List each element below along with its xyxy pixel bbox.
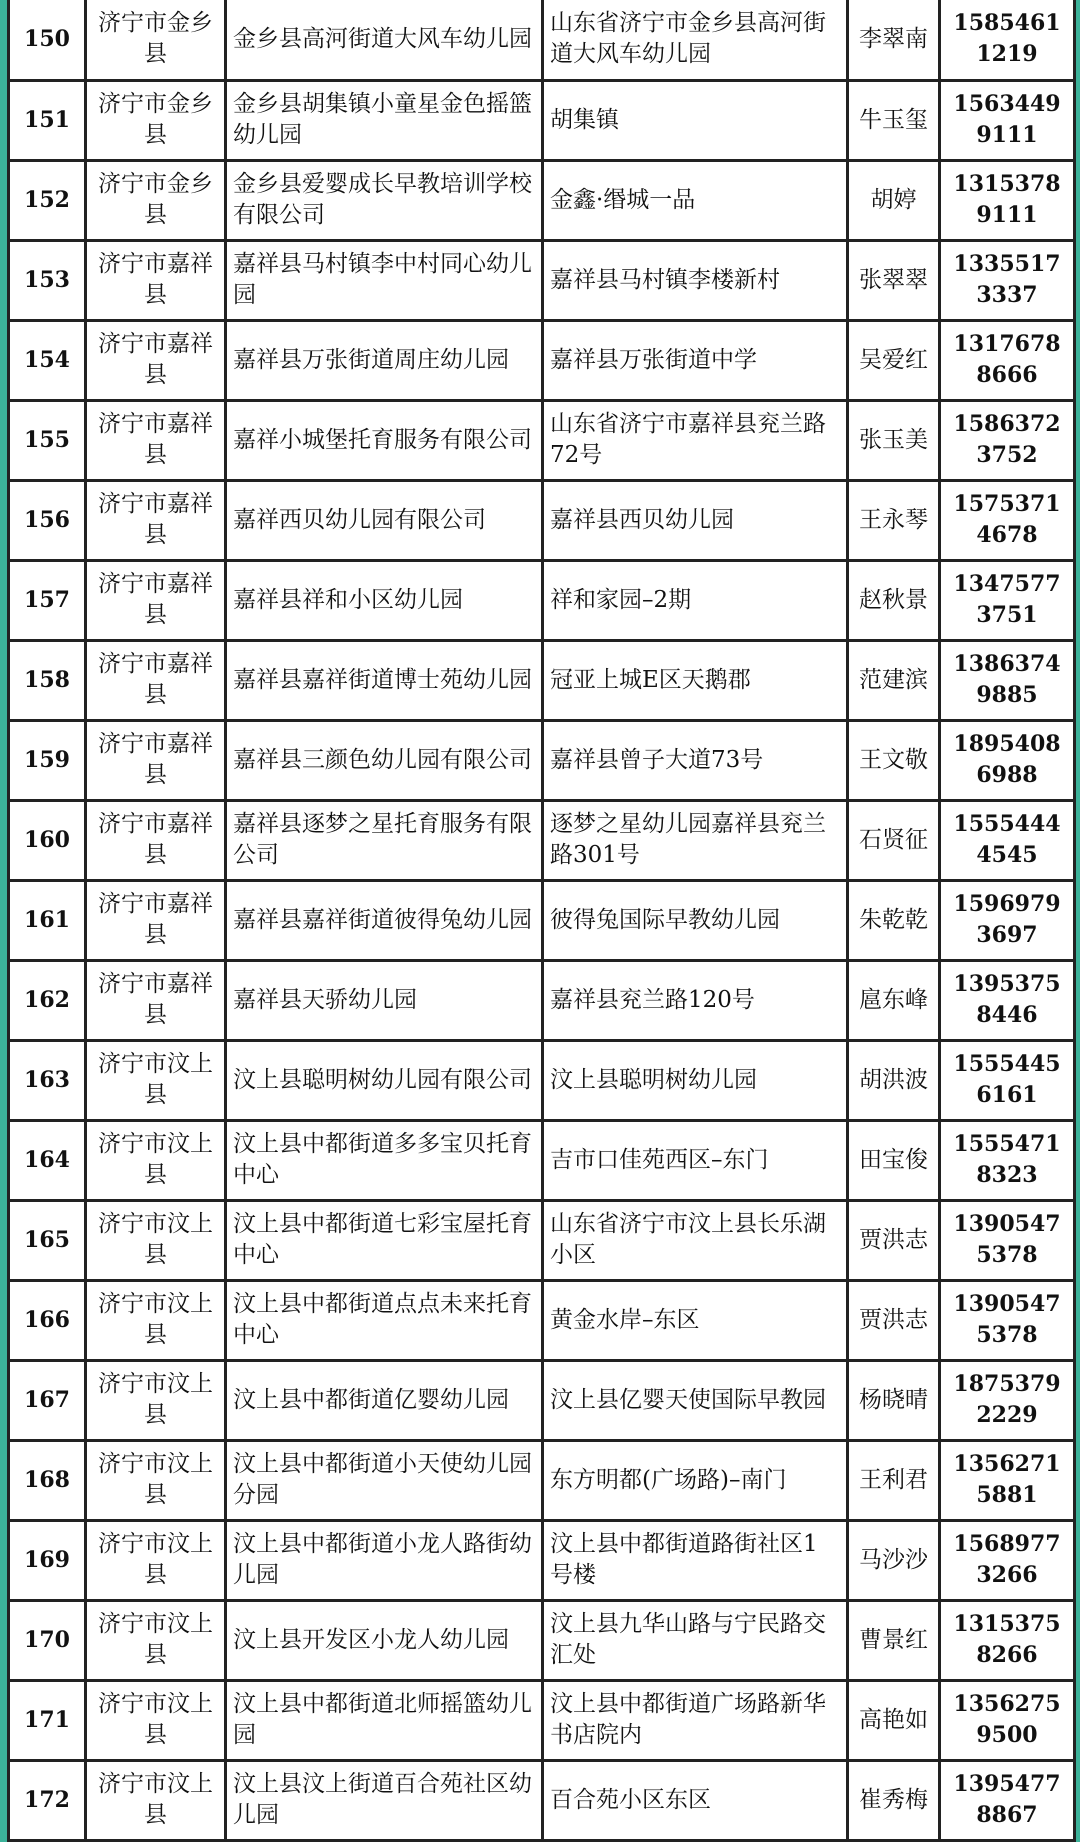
contact-cell: 扈东峰 — [848, 960, 940, 1040]
contact-cell: 马沙沙 — [848, 1520, 940, 1600]
region-cell: 济宁市嘉祥县 — [86, 800, 226, 880]
institution-name-cell: 汶上县中都街道亿婴幼儿园 — [226, 1360, 543, 1440]
table-sheet — [7, 0, 1074, 1841]
contact-cell: 李翠南 — [848, 0, 940, 80]
address-cell: 彼得兔国际早教幼儿园 — [543, 880, 848, 960]
address-cell: 汶上县亿婴天使国际早教园 — [543, 1360, 848, 1440]
row-number: 166 — [9, 1280, 86, 1360]
phone-cell: 13153789111 — [940, 160, 1075, 240]
row-number: 164 — [9, 1120, 86, 1200]
phone-cell: 15969793697 — [940, 880, 1075, 960]
row-number: 152 — [9, 160, 86, 240]
contact-cell: 贾洪志 — [848, 1200, 940, 1280]
row-number: 163 — [9, 1040, 86, 1120]
table-row — [9, 1120, 1075, 1200]
row-number: 162 — [9, 960, 86, 1040]
institution-name-cell: 汶上县中都街道多多宝贝托育中心 — [226, 1120, 543, 1200]
region-cell: 济宁市金乡县 — [86, 160, 226, 240]
contact-cell: 王文敬 — [848, 720, 940, 800]
institution-name-cell: 汶上县汶上街道百合苑社区幼儿园 — [226, 1760, 543, 1840]
contact-cell: 牛玉玺 — [848, 80, 940, 160]
table-row — [9, 240, 1075, 320]
table-row — [9, 320, 1075, 400]
address-cell: 吉市口佳苑西区–东门 — [543, 1120, 848, 1200]
table-row — [9, 1760, 1075, 1840]
phone-cell: 13562759500 — [940, 1680, 1075, 1760]
region-cell: 济宁市汶上县 — [86, 1200, 226, 1280]
region-cell: 济宁市嘉祥县 — [86, 400, 226, 480]
institution-name-cell: 汶上县中都街道七彩宝屋托育中心 — [226, 1200, 543, 1280]
address-cell: 嘉祥县兖兰路120号 — [543, 960, 848, 1040]
address-cell: 胡集镇 — [543, 80, 848, 160]
contact-cell: 崔秀梅 — [848, 1760, 940, 1840]
institution-name-cell: 汶上县中都街道点点未来托育中心 — [226, 1280, 543, 1360]
phone-cell: 15554444545 — [940, 800, 1075, 880]
institution-name-cell: 嘉祥县嘉祥街道彼得兔幼儿园 — [226, 880, 543, 960]
address-cell: 百合苑小区东区 — [543, 1760, 848, 1840]
address-cell: 祥和家园–2期 — [543, 560, 848, 640]
region-cell: 济宁市汶上县 — [86, 1360, 226, 1440]
row-number: 168 — [9, 1440, 86, 1520]
row-number: 172 — [9, 1760, 86, 1840]
contact-cell: 王利君 — [848, 1440, 940, 1520]
contact-cell: 高艳如 — [848, 1680, 940, 1760]
table-row — [9, 720, 1075, 800]
table-row — [9, 1600, 1075, 1680]
institution-name-cell: 金乡县爱婴成长早教培训学校有限公司 — [226, 160, 543, 240]
address-cell: 汶上县中都街道广场路新华书店院内 — [543, 1680, 848, 1760]
row-number: 161 — [9, 880, 86, 960]
address-cell: 山东省济宁市嘉祥县兖兰路72号 — [543, 400, 848, 480]
region-cell: 济宁市汶上县 — [86, 1040, 226, 1120]
phone-cell: 13905475378 — [940, 1200, 1075, 1280]
region-cell: 济宁市嘉祥县 — [86, 960, 226, 1040]
contact-cell: 贾洪志 — [848, 1280, 940, 1360]
table-row — [9, 640, 1075, 720]
phone-cell: 15863723752 — [940, 400, 1075, 480]
contact-cell: 石贤征 — [848, 800, 940, 880]
address-cell: 金鑫·缗城一品 — [543, 160, 848, 240]
phone-cell: 13153758266 — [940, 1600, 1075, 1680]
table-row — [9, 1680, 1075, 1760]
address-cell: 汶上县九华山路与宁民路交汇处 — [543, 1600, 848, 1680]
region-cell: 济宁市金乡县 — [86, 80, 226, 160]
table-row — [9, 160, 1075, 240]
row-number: 157 — [9, 560, 86, 640]
region-cell: 济宁市汶上县 — [86, 1760, 226, 1840]
contact-cell: 杨晓晴 — [848, 1360, 940, 1440]
phone-cell: 15554718323 — [940, 1120, 1075, 1200]
table-row — [9, 560, 1075, 640]
address-cell: 嘉祥县万张街道中学 — [543, 320, 848, 400]
phone-cell: 18954086988 — [940, 720, 1075, 800]
contact-cell: 范建滨 — [848, 640, 940, 720]
address-cell: 黄金水岸–东区 — [543, 1280, 848, 1360]
institution-name-cell: 嘉祥县嘉祥街道博士苑幼儿园 — [226, 640, 543, 720]
institution-name-cell: 嘉祥县万张街道周庄幼儿园 — [226, 320, 543, 400]
region-cell: 济宁市汶上县 — [86, 1280, 226, 1360]
phone-cell: 13953758446 — [940, 960, 1075, 1040]
row-number: 158 — [9, 640, 86, 720]
address-cell: 山东省济宁市汶上县长乐湖小区 — [543, 1200, 848, 1280]
table-row — [9, 1200, 1075, 1280]
phone-cell: 13355173337 — [940, 240, 1075, 320]
phone-cell: 13475773751 — [940, 560, 1075, 640]
institution-name-cell: 汶上县中都街道小龙人路街幼儿园 — [226, 1520, 543, 1600]
row-number: 156 — [9, 480, 86, 560]
address-cell: 嘉祥县西贝幼儿园 — [543, 480, 848, 560]
table-row — [9, 960, 1075, 1040]
institution-name-cell: 汶上县聪明树幼儿园有限公司 — [226, 1040, 543, 1120]
address-cell: 冠亚上城E区天鹅郡 — [543, 640, 848, 720]
phone-cell: 13176788666 — [940, 320, 1075, 400]
institution-name-cell: 嘉祥小城堡托育服务有限公司 — [226, 400, 543, 480]
table-body — [9, 0, 1075, 1840]
table-row — [9, 1440, 1075, 1520]
address-cell: 山东省济宁市金乡县高河街道大风车幼儿园 — [543, 0, 848, 80]
table-row — [9, 800, 1075, 880]
address-cell: 汶上县中都街道路街社区1号楼 — [543, 1520, 848, 1600]
table-row — [9, 0, 1075, 80]
region-cell: 济宁市金乡县 — [86, 0, 226, 80]
table-row — [9, 880, 1075, 960]
contact-cell: 吴爱红 — [848, 320, 940, 400]
row-number: 154 — [9, 320, 86, 400]
phone-cell: 13863749885 — [940, 640, 1075, 720]
row-number: 169 — [9, 1520, 86, 1600]
contact-cell: 曹景红 — [848, 1600, 940, 1680]
region-cell: 济宁市嘉祥县 — [86, 240, 226, 320]
row-number: 165 — [9, 1200, 86, 1280]
region-cell: 济宁市嘉祥县 — [86, 720, 226, 800]
phone-cell: 13905475378 — [940, 1280, 1075, 1360]
kindergarten-table — [7, 0, 1076, 1842]
institution-name-cell: 汶上县开发区小龙人幼儿园 — [226, 1600, 543, 1680]
institution-name-cell: 金乡县胡集镇小童星金色摇篮幼儿园 — [226, 80, 543, 160]
phone-cell: 15854611219 — [940, 0, 1075, 80]
table-row — [9, 1280, 1075, 1360]
region-cell: 济宁市嘉祥县 — [86, 560, 226, 640]
contact-cell: 张玉美 — [848, 400, 940, 480]
region-cell: 济宁市汶上县 — [86, 1120, 226, 1200]
phone-cell: 15554456161 — [940, 1040, 1075, 1120]
address-cell: 东方明都(广场路)–南门 — [543, 1440, 848, 1520]
contact-cell: 王永琴 — [848, 480, 940, 560]
phone-cell: 18753792229 — [940, 1360, 1075, 1440]
region-cell: 济宁市嘉祥县 — [86, 640, 226, 720]
region-cell: 济宁市汶上县 — [86, 1520, 226, 1600]
table-row — [9, 80, 1075, 160]
region-cell: 济宁市汶上县 — [86, 1440, 226, 1520]
table-row — [9, 1040, 1075, 1120]
row-number: 150 — [9, 0, 86, 80]
institution-name-cell: 嘉祥县祥和小区幼儿园 — [226, 560, 543, 640]
institution-name-cell: 嘉祥县三颜色幼儿园有限公司 — [226, 720, 543, 800]
institution-name-cell: 嘉祥县逐梦之星托育服务有限公司 — [226, 800, 543, 880]
region-cell: 济宁市嘉祥县 — [86, 480, 226, 560]
address-cell: 嘉祥县曾子大道73号 — [543, 720, 848, 800]
table-row — [9, 1360, 1075, 1440]
row-number: 159 — [9, 720, 86, 800]
row-number: 155 — [9, 400, 86, 480]
contact-cell: 田宝俊 — [848, 1120, 940, 1200]
phone-cell: 15634499111 — [940, 80, 1075, 160]
table-row — [9, 1520, 1075, 1600]
institution-name-cell: 汶上县中都街道小天使幼儿园分园 — [226, 1440, 543, 1520]
row-number: 160 — [9, 800, 86, 880]
institution-name-cell: 嘉祥西贝幼儿园有限公司 — [226, 480, 543, 560]
institution-name-cell: 嘉祥县马村镇李中村同心幼儿园 — [226, 240, 543, 320]
region-cell: 济宁市汶上县 — [86, 1680, 226, 1760]
institution-name-cell: 汶上县中都街道北师摇篮幼儿园 — [226, 1680, 543, 1760]
table-row — [9, 400, 1075, 480]
phone-cell: 15689773266 — [940, 1520, 1075, 1600]
address-cell: 逐梦之星幼儿园嘉祥县兖兰路301号 — [543, 800, 848, 880]
contact-cell: 张翠翠 — [848, 240, 940, 320]
table-row — [9, 480, 1075, 560]
address-cell: 嘉祥县马村镇李楼新村 — [543, 240, 848, 320]
row-number: 167 — [9, 1360, 86, 1440]
row-number: 170 — [9, 1600, 86, 1680]
row-number: 153 — [9, 240, 86, 320]
region-cell: 济宁市嘉祥县 — [86, 880, 226, 960]
region-cell: 济宁市嘉祥县 — [86, 320, 226, 400]
contact-cell: 胡婷 — [848, 160, 940, 240]
region-cell: 济宁市汶上县 — [86, 1600, 226, 1680]
contact-cell: 赵秋景 — [848, 560, 940, 640]
address-cell: 汶上县聪明树幼儿园 — [543, 1040, 848, 1120]
institution-name-cell: 嘉祥县天骄幼儿园 — [226, 960, 543, 1040]
phone-cell: 13562715881 — [940, 1440, 1075, 1520]
phone-cell: 13954778867 — [940, 1760, 1075, 1840]
contact-cell: 朱乾乾 — [848, 880, 940, 960]
phone-cell: 15753714678 — [940, 480, 1075, 560]
contact-cell: 胡洪波 — [848, 1040, 940, 1120]
institution-name-cell: 金乡县高河街道大风车幼儿园 — [226, 0, 543, 80]
row-number: 151 — [9, 80, 86, 160]
row-number: 171 — [9, 1680, 86, 1760]
